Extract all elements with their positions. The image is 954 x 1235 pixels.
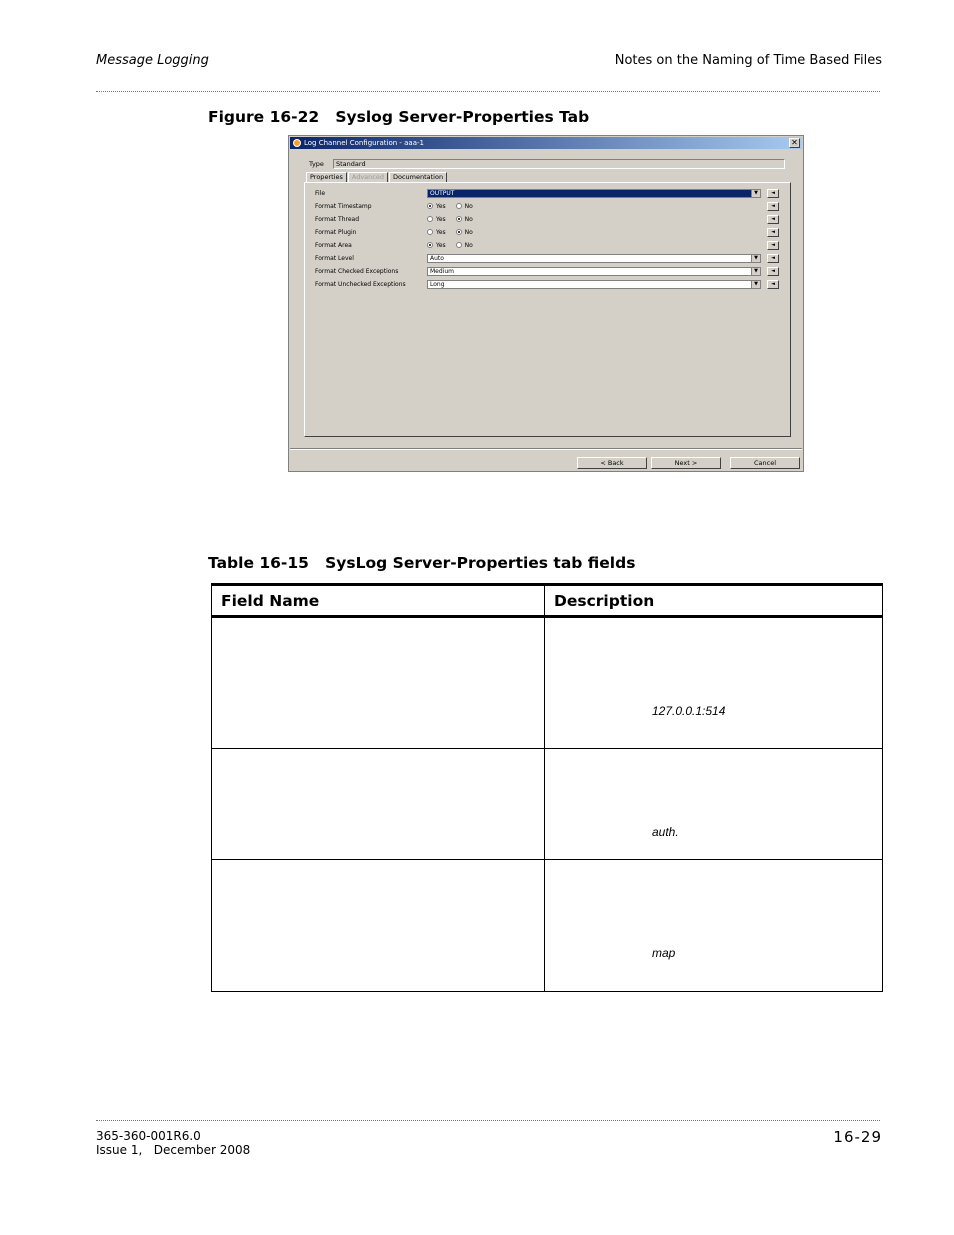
field-row-format-area bbox=[315, 241, 783, 251]
column-header-field-name: Field Name bbox=[212, 585, 545, 617]
dialog-titlebar bbox=[290, 137, 802, 149]
footer-divider bbox=[96, 1120, 880, 1121]
dropdown-arrow-icon[interactable]: ▼ bbox=[751, 255, 760, 262]
table-row bbox=[212, 749, 883, 860]
back-button[interactable]: < Back bbox=[577, 457, 647, 469]
edit-button[interactable] bbox=[767, 202, 779, 211]
field-label: Format Checked Exceptions bbox=[315, 268, 399, 275]
format-level-value: Auto bbox=[430, 255, 444, 262]
field-label: Format Level bbox=[315, 255, 354, 262]
radio-group bbox=[427, 228, 481, 237]
radio-yes[interactable] bbox=[427, 203, 433, 209]
log-channel-configuration-dialog bbox=[288, 135, 804, 472]
next-button[interactable]: Next > bbox=[651, 457, 721, 469]
format-unchecked-exceptions-select[interactable] bbox=[427, 280, 761, 289]
dialog-title: Log Channel Configuration - aaa-1 bbox=[304, 139, 424, 147]
edit-button[interactable] bbox=[767, 189, 779, 198]
example-value: map bbox=[652, 946, 676, 960]
footer-issue: Issue 1, December 2008 bbox=[96, 1143, 251, 1157]
tab-advanced: Advanced bbox=[348, 172, 388, 183]
edit-button[interactable] bbox=[767, 228, 779, 237]
field-label: Format Plugin bbox=[315, 229, 357, 236]
radio-yes-label: Yes bbox=[436, 229, 446, 236]
properties-panel bbox=[304, 182, 791, 437]
field-label: Format Area bbox=[315, 242, 352, 249]
figure-number: Figure 16-22 bbox=[208, 108, 320, 126]
field-name-cell bbox=[212, 860, 545, 992]
radio-yes[interactable] bbox=[427, 242, 433, 248]
table-number: Table 16-15 bbox=[208, 554, 309, 572]
radio-group bbox=[427, 241, 481, 250]
radio-no[interactable] bbox=[456, 216, 462, 222]
button-bar-divider bbox=[290, 448, 802, 450]
arrow-left-icon: ◄ bbox=[771, 229, 775, 235]
type-field: Standard bbox=[333, 159, 785, 169]
field-row-format-unchecked-exceptions bbox=[315, 280, 783, 290]
field-label: Format Timestamp bbox=[315, 203, 372, 210]
description-cell bbox=[545, 749, 883, 860]
radio-group bbox=[427, 215, 481, 224]
edit-button[interactable] bbox=[767, 280, 779, 289]
radio-no[interactable] bbox=[456, 242, 462, 248]
file-select[interactable] bbox=[427, 189, 761, 198]
radio-no-label: No bbox=[464, 203, 473, 210]
close-button[interactable]: ✕ bbox=[789, 138, 800, 148]
format-unchecked-exceptions-value: Long bbox=[430, 281, 445, 288]
table-caption bbox=[208, 554, 635, 572]
field-row-format-checked-exceptions bbox=[315, 267, 783, 277]
app-icon bbox=[293, 139, 301, 147]
radio-no[interactable] bbox=[456, 203, 462, 209]
field-name-cell bbox=[212, 617, 545, 749]
tab-documentation[interactable]: Documentation bbox=[389, 172, 447, 183]
edit-button[interactable] bbox=[767, 241, 779, 250]
arrow-left-icon: ◄ bbox=[771, 242, 775, 248]
dropdown-arrow-icon[interactable]: ▼ bbox=[751, 281, 760, 288]
arrow-left-icon: ◄ bbox=[771, 268, 775, 274]
running-header-topic: Notes on the Naming of Time Based Files bbox=[614, 53, 882, 68]
cancel-button[interactable]: Cancel bbox=[730, 457, 800, 469]
example-value: auth. bbox=[652, 825, 679, 839]
arrow-left-icon: ◄ bbox=[771, 255, 775, 261]
figure-caption bbox=[208, 108, 589, 126]
page-number: 16-29 bbox=[833, 1128, 882, 1146]
table-header-row bbox=[212, 585, 883, 617]
field-label: Format Thread bbox=[315, 216, 360, 223]
field-label: File bbox=[315, 190, 326, 197]
format-level-select[interactable] bbox=[427, 254, 761, 263]
field-row-file bbox=[315, 189, 783, 199]
arrow-left-icon: ◄ bbox=[771, 281, 775, 287]
radio-no-label: No bbox=[464, 229, 473, 236]
field-row-format-plugin bbox=[315, 228, 783, 238]
header-divider bbox=[96, 91, 880, 92]
figure-title: Syslog Server-Properties Tab bbox=[335, 108, 590, 126]
radio-no[interactable] bbox=[456, 229, 462, 235]
format-checked-exceptions-value: Medium bbox=[430, 268, 454, 275]
edit-button[interactable] bbox=[767, 215, 779, 224]
field-row-format-level bbox=[315, 254, 783, 264]
column-header-description: Description bbox=[545, 585, 883, 617]
arrow-left-icon: ◄ bbox=[771, 203, 775, 209]
arrow-left-icon: ◄ bbox=[771, 216, 775, 222]
fields-table bbox=[211, 583, 883, 992]
description-cell bbox=[545, 860, 883, 992]
field-name-cell bbox=[212, 749, 545, 860]
table-title: SysLog Server-Properties tab fields bbox=[325, 554, 636, 572]
edit-button[interactable] bbox=[767, 267, 779, 276]
field-label: Format Unchecked Exceptions bbox=[315, 281, 406, 288]
arrow-left-icon: ◄ bbox=[771, 190, 775, 196]
radio-yes-label: Yes bbox=[436, 216, 446, 223]
field-row-format-thread bbox=[315, 215, 783, 225]
type-label: Type bbox=[309, 160, 324, 168]
radio-yes-label: Yes bbox=[436, 242, 446, 249]
file-select-value: OUTPUT bbox=[430, 190, 455, 197]
footer-doc-id: 365-360-001R6.0 bbox=[96, 1129, 201, 1143]
radio-group bbox=[427, 202, 481, 211]
format-checked-exceptions-select[interactable] bbox=[427, 267, 761, 276]
running-header-section: Message Logging bbox=[96, 53, 209, 68]
radio-yes[interactable] bbox=[427, 216, 433, 222]
field-row-format-timestamp bbox=[315, 202, 783, 212]
radio-no-label: No bbox=[464, 216, 473, 223]
edit-button[interactable] bbox=[767, 254, 779, 263]
radio-yes-label: Yes bbox=[436, 203, 446, 210]
table-row bbox=[212, 860, 883, 992]
dropdown-arrow-icon[interactable]: ▼ bbox=[751, 268, 760, 275]
table-row bbox=[212, 617, 883, 749]
radio-yes[interactable] bbox=[427, 229, 433, 235]
dropdown-arrow-icon[interactable]: ▼ bbox=[751, 190, 760, 197]
description-cell bbox=[545, 617, 883, 749]
example-value: 127.0.0.1:514 bbox=[652, 704, 726, 718]
tab-properties[interactable]: Properties bbox=[306, 172, 347, 183]
radio-no-label: No bbox=[464, 242, 473, 249]
